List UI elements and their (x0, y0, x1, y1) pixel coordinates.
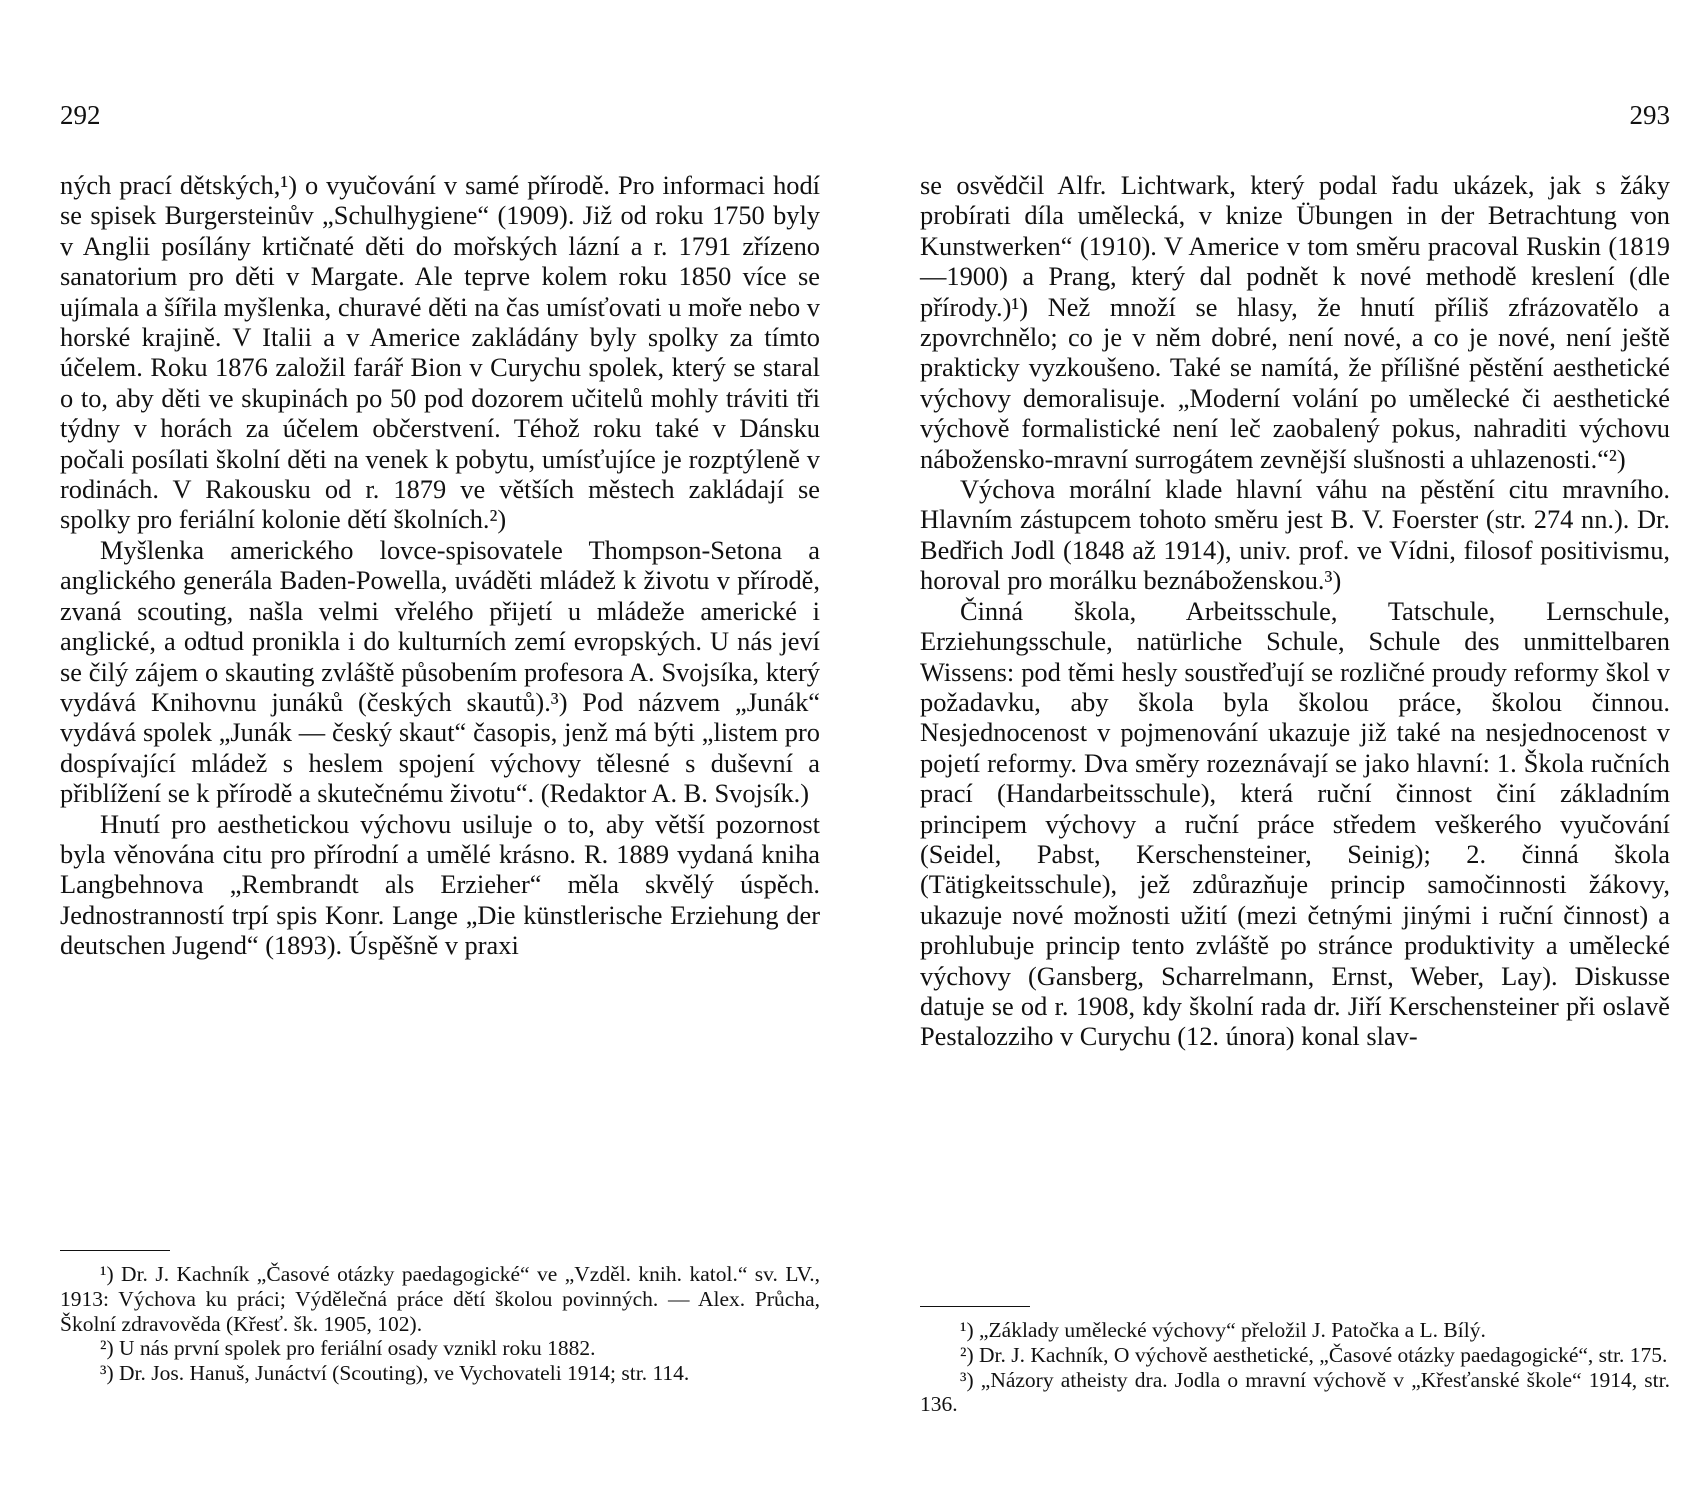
footnote: ²) Dr. J. Kachník, O výchově aesthetické, „Časové otázky paedagogické“, str. 175. (960, 1342, 1668, 1367)
body-text (60, 170, 820, 961)
paragraph: Hnutí pro aesthetickou výchovu usiluje o to, aby větší pozornost byla věnována citu pro přírodní a umělé krásno. R. 1889 vydaná kniha Langbehnova „Rembrandt als Erzieher“ měla skvělý úspěch. Jednostranností trpí spis Konr. Lange „Die künstlerische Erziehung der deutschen Jugend“ (1893). Úspěšně v praxi (60, 808, 820, 961)
paragraph: Výchova morální klade hlavní váhu na pěstění citu mravního. Hlavním zástupcem tohoto směru jest B. V. Foerster (str. 274 nn.). Dr. Bedřich Jodl (1848 až 1914), univ. prof. ve Vídni, filosof positivismu, horoval pro morálku beznáboženskou.³) (920, 474, 1670, 596)
paragraph: Myšlenka amerického lovce-spisovatele Thompson-Setona a anglického generála Baden-Powella, uváděti mládež k životu v přírodě, zvaná scouting, našla velmi vřelého přijetí u mládeže americké i anglické, a odtud pronikla i do kulturních zemí evropských. U nás jeví se čilý zájem o skauting zvláště působením profesora A. Svojsíka, který vydává Knihovnu junáků (českých skautů).³) Pod názvem „Junák“ vydává spolek „Junák — český skaut“ časopis, jenž má býti „listem pro dospívající mládež s heslem spojení výchovy tělesné s duševní a přiblížení se k přírodě a skutečnému životu“. (Redaktor A. B. Svojsík.) (60, 534, 820, 809)
paragraph: Činná škola, Arbeitsschule, Tatschule, Lernschule, Erziehungsschule, natürliche Schule, Schule des unmittelbaren Wissens: pod těmi hesly soustřeďují se rozličné proudy reformy škol v požadavku, aby škola byla školou práce, školou činnou. Nesjednocenost v pojmenování ukazuje již také na nesjednocenost v pojetí reformy. Dva směry rozeznávají se jako hlavní: 1. Škola ručních prací (Handarbeitsschule), která ruční činnost činí základním principem výchovy a ruční práce středem veškerého vyučování (Seidel, Pabst, Kerschensteiner, Seinig); 2. činná škola (Tätigkeitsschule), jež zdůrazňuje princip samočinnosti žákovy, ukazuje nové možnosti užití (mezi četnými jinými i ruční činnost) a prohlubuje princip tento zvláště po stránce produktivity a umělecké výchovy (Gansberg, Scharrelmann, Ernst, Weber, Lay). Diskusse datuje se od r. 1908, kdy školní rada dr. Jiří Kerschensteiner při oslavě Pestalozziho v Curychu (12. února) konal slav- (920, 595, 1670, 1052)
footnote: ¹) Dr. J. Kachník „Časové otázky paedagogické“ ve „Vzděl. knih. katol.“ sv. LV., 1913: Výchova ku práci; Výdělečná práce dětí školou povinných. — Alex. Průcha, Školní zdravověda (Křesť. šk. 1905, 102). (60, 1262, 820, 1336)
left-page (60, 0, 820, 1500)
footnote-separator (60, 1250, 170, 1251)
footnote-separator (920, 1306, 1030, 1307)
footnote: ²) U nás první spolek pro feriální osady vznikl roku 1882. (100, 1336, 596, 1361)
footnote: ³) „Názory atheisty dra. Jodla o mravní výchově v „Křesťanské škole“ 1914, str. 136. (920, 1367, 1670, 1417)
footnote: ¹) „Základy umělecké výchovy“ přeložil J. Patočka a L. Bílý. (960, 1318, 1486, 1342)
body-text (920, 170, 1670, 1052)
page-number: 293 (1629, 100, 1670, 130)
right-page (920, 0, 1670, 1500)
footnote: ³) Dr. Jos. Hanuš, Junáctví (Scouting), ve Vychovateli 1914; str. 114. (100, 1361, 690, 1386)
paragraph: se osvědčil Alfr. Lichtwark, který podal řadu ukázek, jak s žáky probírati díla umělecká, v knize Übungen in der Betrachtung von Kunstwerken“ (1910). V Americe v tom směru pracoval Ruskin (1819—1900) a Prang, který dal podnět k nové methodě kreslení (dle přírody.)¹) Než množí se hlasy, že hnutí příliš zfrázovatělo a zpovrchnělo; co je v něm dobré, není nové, a co je nové, není ještě prakticky vyzkoušeno. Také se namítá, že přílišné pěstění aesthetické výchovy demoralisuje. „Moderní volání po umělecké či aesthetické výchově formalistické není leč zaobalený pokus, nahraditi výchovu nábožensko-mravní surrogátem zevnější slušnosti a uhlazenosti.“²) (920, 170, 1670, 474)
paragraph: ných prací dětských,¹) o vyučování v samé přírodě. Pro informaci hodí se spisek Burgersteinův „Schulhygiene“ (1909). Již od roku 1750 byly v Anglii posílány krtičnaté děti do mořských lázní a r. 1791 zřízeno sanatorium pro děti v Margate. Ale teprve kolem roku 1850 více se ujímala a šířila myšlenka, churavé děti na čas umísťovati u moře nebo v horské krajině. V Italii a v Americe zakládány byly spolky za tímto účelem. Roku 1876 založil farář Bion v Curychu spolek, který se staral o to, aby děti ve skupinách po 50 pod dozorem učitelů mohly tráviti tři týdny v horách za účelem občerstvení. Téhož roku také v Dánsku počali posílati školní děti na venek k pobytu, umísťujíce je rozptýleně v rodinách. V Rakousku od r. 1879 ve větších městech zakládají se spolky pro feriální kolonie dětí školních.²) (60, 170, 820, 535)
footnotes (920, 1318, 1670, 1417)
page-number: 292 (60, 100, 101, 130)
footnotes (60, 1262, 820, 1386)
